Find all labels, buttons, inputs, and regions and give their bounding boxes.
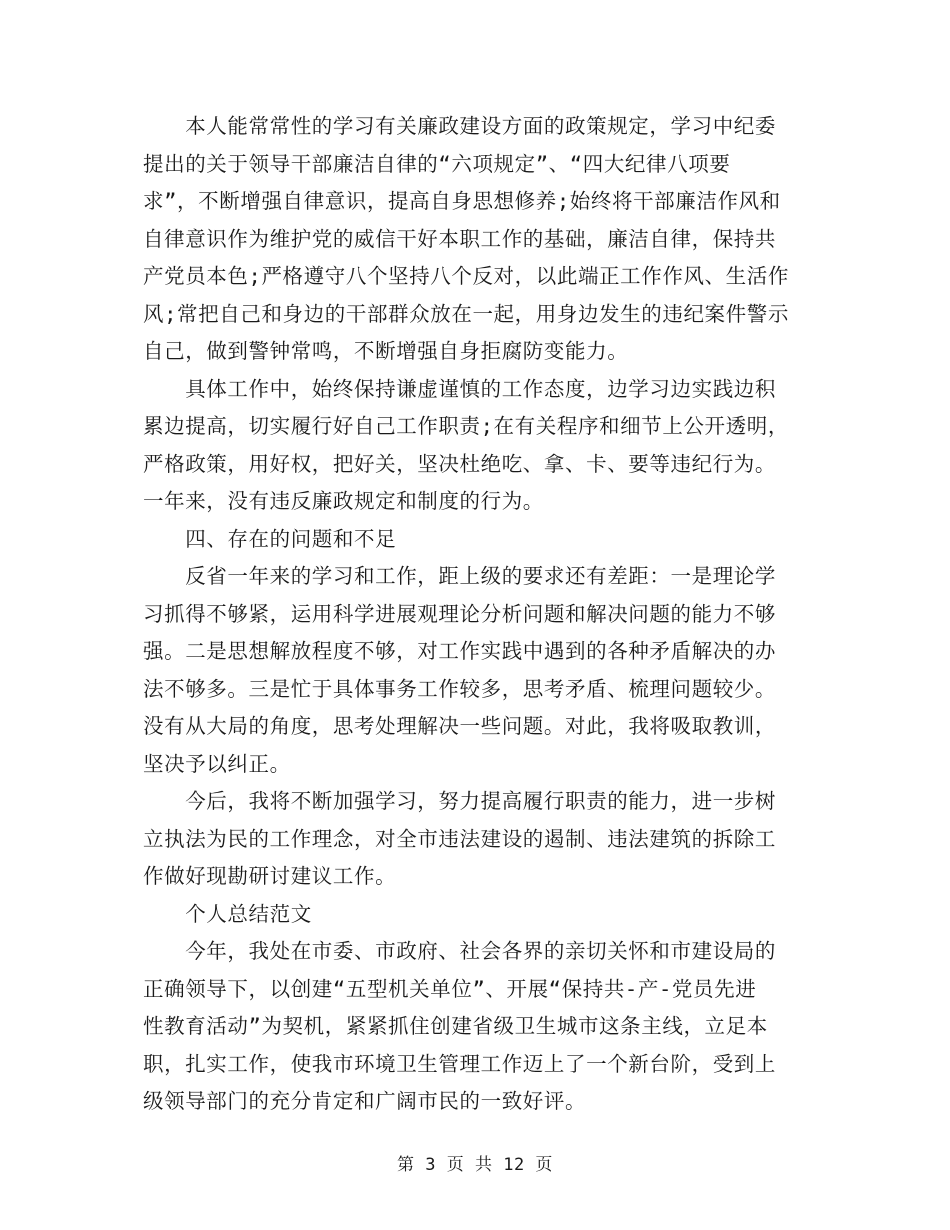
text-line: 性教育活动”为契机，紧紧抓住创建省级卫生城市这条主线，立足本: [143, 1014, 768, 1038]
text-line: 级领导部门的充分肯定和广阔市民的一致好评。: [143, 1089, 587, 1113]
text-line: 求”，不断增强自律意识，提高自身思想修养;始终将干部廉洁作风和: [143, 189, 781, 213]
text-line: 一年来，没有违反廉政规定和制度的行为。: [143, 489, 544, 513]
text-line: 正确领导下，以创建“五型机关单位”、开展“保持共-产-党员先进: [143, 976, 757, 1001]
text-line: 本人能常常性的学习有关廉政建设方面的政策规定，学习中纪委: [143, 114, 776, 138]
text-line: 反省一年来的学习和工作，距上级的要求还有差距：一是理论学: [143, 564, 776, 588]
text-line: 强。二是思想解放程度不够，对工作实践中遇到的各种矛盾解决的办: [143, 639, 776, 663]
document-body: [143, 108, 811, 1121]
text-line: 提出的关于领导干部廉洁自律的“六项规定”、“四大纪律八项要: [143, 151, 731, 176]
text-line: 没有从大局的角度，思考处理解决一些问题。对此，我将吸取教训，: [143, 714, 776, 738]
text-line: 自律意识作为维护党的威信干好本职工作的基础，廉洁自律，保持共: [143, 226, 776, 251]
text-line: 风;常把自己和身边的干部群众放在一起，用身边发生的违纪案件警示: [143, 301, 789, 326]
text-line: 产党员本色;严格遵守八个坚持八个反对，以此端正工作作风、生活作: [143, 264, 789, 288]
text-line: 职，扎实工作，使我市环境卫生管理工作迈上了一个新台阶，受到上: [143, 1051, 776, 1076]
text-line: 今年，我处在市委、市政府、社会各界的亲切关怀和市建设局的: [143, 939, 776, 963]
text-line: 坚决予以纠正。: [143, 751, 291, 776]
text-line: 严格政策，用好权，把好关，坚决杜绝吃、拿、卡、要等违纪行为。: [143, 451, 776, 476]
text-line: 立执法为民的工作理念，对全市违法建设的遏制、违法建筑的拆除工: [143, 826, 776, 851]
section-heading: 个人总结范文: [143, 901, 312, 926]
page-number-footer: 第 3 页 共 12 页: [397, 1155, 553, 1175]
text-line: 习抓得不够紧，运用科学进展观理论分析问题和解决问题的能力不够: [143, 601, 776, 626]
text-line: 今后，我将不断加强学习，努力提高履行职责的能力，进一步树: [143, 789, 776, 813]
text-line: 作做好现勘研讨建议工作。: [143, 864, 397, 888]
text-line: 具体工作中，始终保持谦虚谨慎的工作态度，边学习边实践边积: [143, 376, 776, 401]
section-heading: 四、存在的问题和不足: [143, 526, 397, 551]
text-line: 累边提高，切实履行好自己工作职责;在有关程序和细节上公开透明，: [143, 414, 789, 438]
text-line: 法不够多。三是忙于具体事务工作较多，思考矛盾、梳理问题较少。: [143, 676, 776, 701]
text-line: 自己，做到警钟常鸣，不断增强自身拒腐防变能力。: [143, 339, 629, 363]
